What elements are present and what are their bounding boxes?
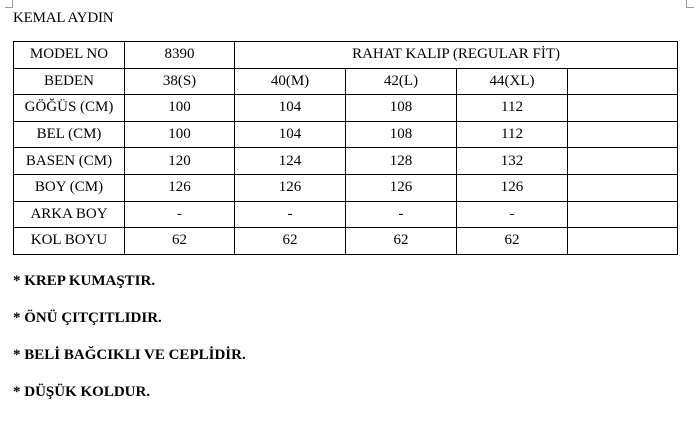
table-cell[interactable]: 62 [125, 228, 235, 255]
table-cell[interactable]: 124 [235, 148, 346, 175]
table-cell[interactable]: 126 [457, 174, 568, 201]
page-corner-mark-left [5, 0, 13, 8]
table-cell[interactable] [568, 174, 678, 201]
table-cell[interactable]: 62 [457, 228, 568, 255]
table-cell[interactable]: 104 [235, 121, 346, 148]
table-cell[interactable] [568, 228, 678, 255]
table-cell[interactable]: 108 [346, 121, 457, 148]
table-cell-row-label[interactable]: BEL (CM) [14, 121, 125, 148]
table-cell[interactable]: 108 [346, 95, 457, 122]
table-cell[interactable]: 62 [235, 228, 346, 255]
table-cell-row-label[interactable]: BOY (CM) [14, 174, 125, 201]
table-cell-row-label[interactable]: ARKA BOY [14, 201, 125, 228]
table-cell[interactable]: 128 [346, 148, 457, 175]
table-row-sizes [14, 68, 678, 95]
table-cell[interactable]: 100 [125, 95, 235, 122]
table-cell[interactable]: - [346, 201, 457, 228]
table-cell-row-label[interactable]: KOL BOYU [14, 228, 125, 255]
note-waist-tie-pockets[interactable]: * BELİ BAĞCIKLI VE CEPLİDİR. [13, 347, 246, 363]
table-cell-size-s[interactable]: 38(S) [125, 68, 235, 95]
table-cell[interactable]: 100 [125, 121, 235, 148]
table-cell-size-xl[interactable]: 44(XL) [457, 68, 568, 95]
document-header[interactable]: KEMAL AYDIN [13, 10, 114, 26]
table-cell[interactable]: 126 [235, 174, 346, 201]
note-front-snaps[interactable]: * ÖNÜ ÇITÇITLIDIR. [13, 310, 162, 326]
size-chart-table[interactable] [13, 41, 678, 255]
table-cell[interactable]: 62 [346, 228, 457, 255]
table-cell[interactable] [568, 121, 678, 148]
table-cell[interactable]: 112 [457, 95, 568, 122]
table-cell-size-empty[interactable] [568, 68, 678, 95]
table-row-hip [14, 148, 678, 175]
table-row-length [14, 174, 678, 201]
page-corner-mark-right [686, 0, 694, 8]
table-row-waist [14, 121, 678, 148]
table-cell[interactable]: 120 [125, 148, 235, 175]
table-cell-model-value[interactable]: 8390 [125, 42, 235, 69]
table-cell-fit-label[interactable]: RAHAT KALIP (REGULAR FİT) [235, 42, 678, 69]
table-cell-sizes-label[interactable]: BEDEN [14, 68, 125, 95]
table-cell[interactable]: - [125, 201, 235, 228]
note-dropped-sleeve[interactable]: * DÜŞÜK KOLDUR. [13, 384, 151, 400]
table-cell-row-label[interactable]: GÖĞÜS (CM) [14, 95, 125, 122]
table-row-sleeve-length [14, 228, 678, 255]
note-fabric[interactable]: * KREP KUMAŞTIR. [13, 273, 156, 289]
table-cell[interactable] [568, 148, 678, 175]
table-cell[interactable]: - [457, 201, 568, 228]
table-row-chest [14, 95, 678, 122]
table-cell[interactable]: - [235, 201, 346, 228]
table-cell-model-label[interactable]: MODEL NO [14, 42, 125, 69]
table-cell-row-label[interactable]: BASEN (CM) [14, 148, 125, 175]
table-row-model [14, 42, 678, 69]
table-cell[interactable]: 132 [457, 148, 568, 175]
table-cell[interactable]: 104 [235, 95, 346, 122]
table-cell[interactable] [568, 201, 678, 228]
table-cell-size-l[interactable]: 42(L) [346, 68, 457, 95]
table-cell[interactable]: 126 [125, 174, 235, 201]
table-cell[interactable]: 126 [346, 174, 457, 201]
table-row-back-length [14, 201, 678, 228]
table-cell[interactable]: 112 [457, 121, 568, 148]
table-cell-size-m[interactable]: 40(M) [235, 68, 346, 95]
table-cell[interactable] [568, 95, 678, 122]
